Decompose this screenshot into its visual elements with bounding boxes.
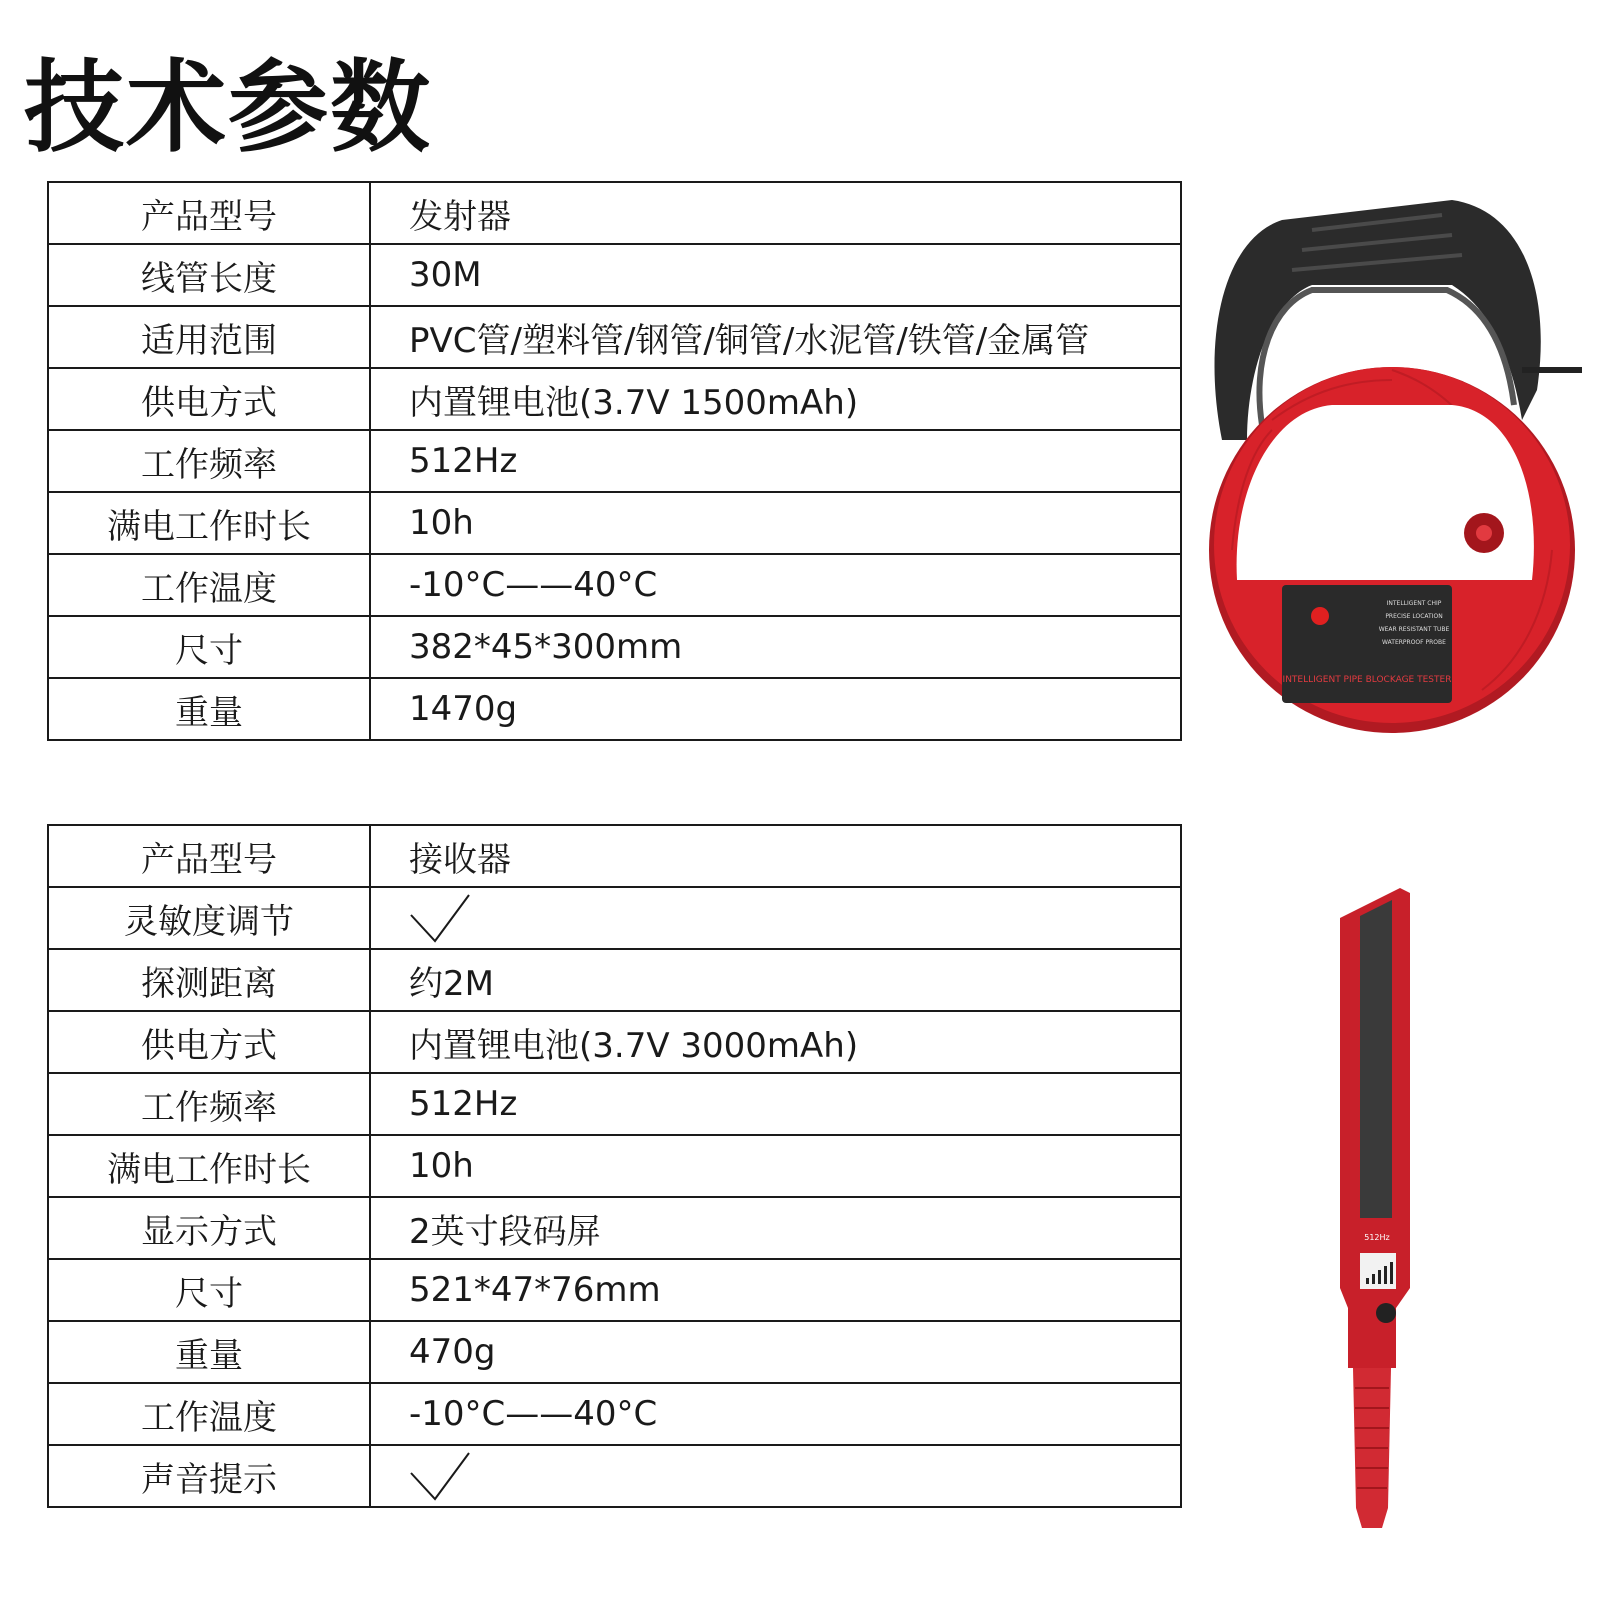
panel-brand-text: INTELLIGENT PIPE BLOCKAGE TESTER [1282, 675, 1452, 685]
wand-face [1360, 900, 1392, 1218]
table-row [48, 430, 1181, 492]
table-row [48, 368, 1181, 430]
spec-label: 显示方式 [48, 1197, 370, 1259]
spec-label: 探测距离 [48, 949, 370, 1011]
feature-label: WEAR RESISTANT TUBE [1378, 626, 1450, 633]
spec-label: 适用范围 [48, 306, 370, 368]
table-row [48, 1197, 1181, 1259]
spec-value: 约2M [370, 949, 1181, 1011]
table-row [48, 825, 1181, 887]
spec-value: 470g [370, 1321, 1181, 1383]
spec-value: 30M [370, 244, 1181, 306]
table-row [48, 1445, 1181, 1507]
table-row [48, 678, 1181, 740]
page-title: 技术参数 [24, 49, 432, 166]
spec-label: 供电方式 [48, 1011, 370, 1073]
spec-label: 尺寸 [48, 1259, 370, 1321]
spec-value: 512Hz [370, 1073, 1181, 1135]
receiver-wand-image [1330, 888, 1430, 1538]
spec-label: 工作频率 [48, 1073, 370, 1135]
spec-label: 工作温度 [48, 1383, 370, 1445]
feature-label: INTELLIGENT CHIP [1386, 600, 1442, 607]
spec-value: 2英寸段码屏 [370, 1197, 1181, 1259]
spec-label: 工作温度 [48, 554, 370, 616]
spec-label: 尺寸 [48, 616, 370, 678]
spec-value: 10h [370, 492, 1181, 554]
feature-label: PRECISE LOCATION [1385, 613, 1443, 620]
sensitivity-knob-icon [1376, 1303, 1396, 1323]
table-row [48, 1011, 1181, 1073]
transmitter-spec-table [47, 181, 1182, 741]
transmitter-reel-image [1192, 190, 1592, 750]
check-icon [409, 893, 471, 943]
spec-value: 发射器 [370, 182, 1181, 244]
table-row [48, 1073, 1181, 1135]
table-row [48, 554, 1181, 616]
spec-label: 重量 [48, 678, 370, 740]
spec-label: 声音提示 [48, 1445, 370, 1507]
spec-value: -10°C——40°C [370, 1383, 1181, 1445]
wand-label: 512Hz [1364, 1233, 1390, 1242]
spec-label: 线管长度 [48, 244, 370, 306]
table-row [48, 1259, 1181, 1321]
spec-value-check [370, 887, 1181, 949]
spec-value: 接收器 [370, 825, 1181, 887]
spec-label: 重量 [48, 1321, 370, 1383]
table-row [48, 949, 1181, 1011]
table-row [48, 887, 1181, 949]
spec-value: 521*47*76mm [370, 1259, 1181, 1321]
spec-label: 灵敏度调节 [48, 887, 370, 949]
spec-label: 满电工作时长 [48, 1135, 370, 1197]
table-row [48, 182, 1181, 244]
spec-value: PVC管/塑料管/钢管/铜管/水泥管/铁管/金属管 [370, 306, 1181, 368]
table-row [48, 1383, 1181, 1445]
spec-value: 内置锂电池(3.7V 1500mAh) [370, 368, 1181, 430]
table-row [48, 492, 1181, 554]
table-row [48, 1321, 1181, 1383]
spec-value: 10h [370, 1135, 1181, 1197]
spec-value: 1470g [370, 678, 1181, 740]
spec-value: -10°C——40°C [370, 554, 1181, 616]
power-button-icon [1311, 607, 1329, 625]
spec-value: 382*45*300mm [370, 616, 1181, 678]
spec-label: 产品型号 [48, 182, 370, 244]
reel-opening [1237, 405, 1534, 580]
spec-label: 供电方式 [48, 368, 370, 430]
spec-value: 内置锂电池(3.7V 3000mAh) [370, 1011, 1181, 1073]
spec-label: 工作频率 [48, 430, 370, 492]
spec-value: 512Hz [370, 430, 1181, 492]
receiver-spec-table [47, 824, 1182, 1508]
table-row [48, 1135, 1181, 1197]
table-row [48, 244, 1181, 306]
table-row [48, 616, 1181, 678]
spec-label: 满电工作时长 [48, 492, 370, 554]
check-icon [409, 1451, 471, 1501]
spec-value-check [370, 1445, 1181, 1507]
spec-label: 产品型号 [48, 825, 370, 887]
feature-label: WATERPROOF PROBE [1382, 639, 1446, 646]
table-row [48, 306, 1181, 368]
